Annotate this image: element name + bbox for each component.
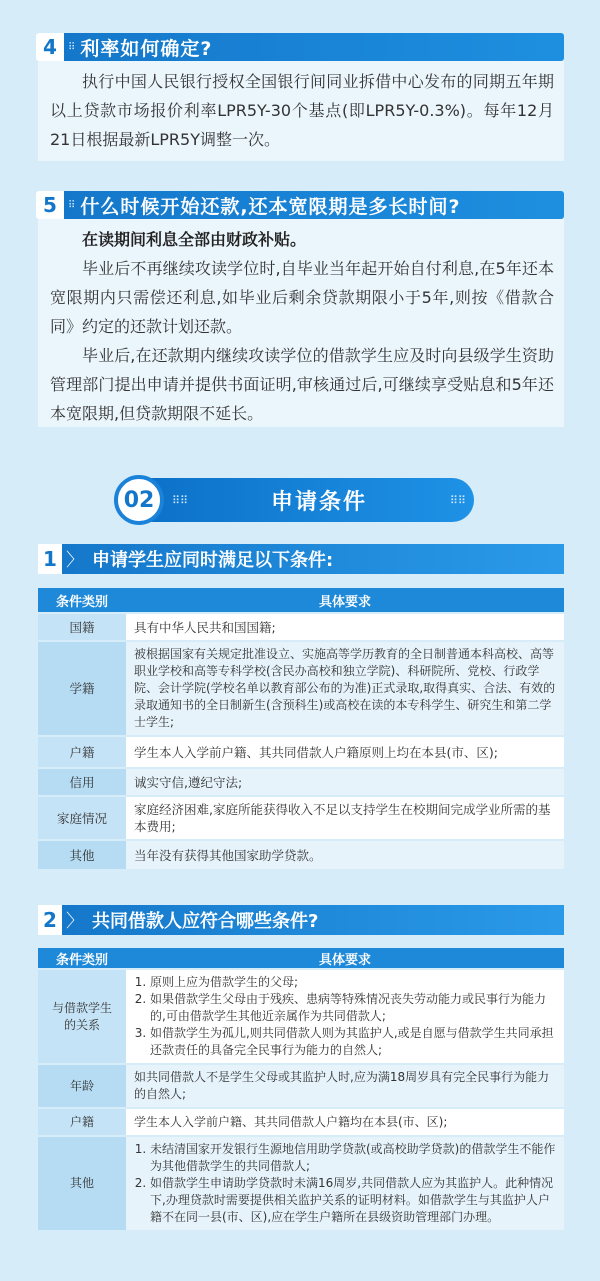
interest-rate-text: 执行中国人民银行授权全国银行间同业拆借中心发布的同期五年期以上贷款市场报价利率LPR5Y-30个基点(即LPR5Y-0.3%)。每年12月21日根据最新LPR5Y调整一次。 bbox=[50, 72, 554, 149]
requirement-cell bbox=[126, 1137, 564, 1230]
requirement-cell: 学生本人入学前户籍、其共同借款人户籍均在本县(市、区); bbox=[126, 1109, 564, 1135]
co-borrower-conditions-table bbox=[38, 946, 564, 1232]
column-header: 条件类别 bbox=[38, 588, 126, 612]
category-cell: 与借款学生的关系 bbox=[38, 970, 126, 1063]
category-cell: 户籍 bbox=[38, 737, 126, 767]
subsidy-text: 在读期间利息全部由财政补贴。 bbox=[82, 230, 307, 249]
requirement-cell: 诚实守信,遵纪守法; bbox=[126, 769, 564, 795]
column-header: 具体要求 bbox=[126, 948, 564, 968]
list-item: 1. 未结清国家开发银行生源地信用助学贷款(或高校助学贷款)的借款学生不能作为其他借款学生的共同借款人; bbox=[150, 1141, 556, 1175]
subsection-1-header bbox=[38, 544, 564, 574]
category-cell: 国籍 bbox=[38, 614, 126, 640]
requirement-cell: 被根据国家有关规定批准设立、实施高等学历教育的全日制普通本科高校、高等职业学校和高等专科学校(含民办高校和独立学院)、科研院所、党校、行政学院、会计学院(学校名单以教育部公布的为准)正式录取,取得真实、合法、有效的录取通知书的全日制新生(含预科生)或高校在读的本专科学生、研究生和第二学士学生; bbox=[126, 642, 564, 735]
chevron-right-icon: 〉 bbox=[66, 550, 84, 571]
requirement-cell: 学生本人入学前户籍、其共同借款人户籍原则上均在本县(市、区); bbox=[126, 737, 564, 767]
list-item: 2. 如果借款学生父母由于残疾、患病等特殊情况丧失劳动能力或民事行为能力的,可由借款学生其他近亲属作为共同借款人; bbox=[150, 991, 556, 1025]
section-number: 5 bbox=[36, 191, 64, 219]
dots-icon: ⠿⠿ bbox=[172, 493, 189, 507]
table-row bbox=[38, 737, 564, 767]
column-header: 条件类别 bbox=[38, 948, 126, 968]
section-title: 利率如何确定? bbox=[80, 37, 213, 60]
section-5-body bbox=[38, 219, 564, 427]
requirement-cell: 具有中华人民共和国国籍; bbox=[126, 614, 564, 640]
section-number: 4 bbox=[36, 33, 64, 61]
subsection-2-header bbox=[38, 905, 564, 935]
list-item: 1. 原则上应为借款学生的父母; bbox=[150, 974, 556, 991]
category-cell: 户籍 bbox=[38, 1109, 126, 1135]
table-row bbox=[38, 614, 564, 640]
list-item: 3. 如借款学生为孤儿,则共同借款人则为其监护人,或是自愿与借款学生共同承担还款责任的具备完全民事行为能力的自然人; bbox=[150, 1025, 556, 1059]
category-cell: 年龄 bbox=[38, 1065, 126, 1107]
category-cell: 学籍 bbox=[38, 642, 126, 735]
table-header-row bbox=[38, 588, 564, 612]
column-header: 具体要求 bbox=[126, 588, 564, 612]
category-cell: 其他 bbox=[38, 841, 126, 869]
section-4-header bbox=[38, 33, 564, 61]
table-row bbox=[38, 1065, 564, 1107]
section-02-header bbox=[120, 478, 474, 522]
continued-study-text: 毕业后,在还款期内继续攻读学位的借款学生应及时向县级学生资助管理部门提出申请并提供书面证明,审核通过后,可继续享受贴息和5年还本宽限期,但贷款期限不延长。 bbox=[50, 346, 554, 423]
category-cell: 信用 bbox=[38, 769, 126, 795]
subsection-number: 2 bbox=[38, 905, 62, 935]
requirement-cell: 当年没有获得其他国家助学贷款。 bbox=[126, 841, 564, 869]
requirement-cell: 家庭经济困难,家庭所能获得收入不足以支持学生在校期间完成学业所需的基本费用; bbox=[126, 797, 564, 839]
section-badge: 02 bbox=[114, 475, 164, 525]
section-5-header bbox=[38, 191, 564, 219]
section-4-body bbox=[38, 61, 564, 161]
requirement-cell: 如共同借款人不是学生父母或其监护人时,应为满18周岁具有完全民事行为能力的自然人; bbox=[126, 1065, 564, 1107]
table-row bbox=[38, 841, 564, 869]
table-row bbox=[38, 1137, 564, 1230]
table-row bbox=[38, 642, 564, 735]
table-row bbox=[38, 970, 564, 1063]
dots-icon: ⠿ bbox=[68, 41, 75, 53]
table-row bbox=[38, 797, 564, 839]
requirement-cell bbox=[126, 970, 564, 1063]
dots-icon: ⠿ bbox=[68, 199, 75, 211]
subsection-title: 共同借款人应符合哪些条件? bbox=[92, 911, 319, 932]
subsection-title: 申请学生应同时满足以下条件: bbox=[92, 550, 334, 571]
student-conditions-table bbox=[38, 586, 564, 871]
section-title: 什么时候开始还款,还本宽限期是多长时间? bbox=[80, 195, 461, 218]
repayment-text: 毕业后不再继续攻读学位时,自毕业当年起开始自付利息,在5年还本宽限期内只需偿还利息,如毕业后剩余贷款期限小于5年,则按《借款合同》约定的还款计划还款。 bbox=[50, 259, 554, 336]
section-title: 申请条件 bbox=[270, 489, 367, 515]
category-cell: 其他 bbox=[38, 1137, 126, 1230]
category-cell: 家庭情况 bbox=[38, 797, 126, 839]
table-row bbox=[38, 1109, 564, 1135]
subsection-number: 1 bbox=[38, 544, 62, 574]
table-header-row bbox=[38, 948, 564, 968]
list-item: 2. 如借款学生申请助学贷款时未满16周岁,共同借款人应为其监护人。此种情况下,办理贷款时需要提供相关监护关系的证明材料。如借款学生与其监护人户籍不在同一县(市、区),应在学生户籍所在县级资助管理部门办理。 bbox=[150, 1175, 556, 1226]
table-row bbox=[38, 769, 564, 795]
dots-icon: ⠿⠿ bbox=[449, 493, 466, 507]
chevron-right-icon: 〉 bbox=[66, 911, 84, 932]
